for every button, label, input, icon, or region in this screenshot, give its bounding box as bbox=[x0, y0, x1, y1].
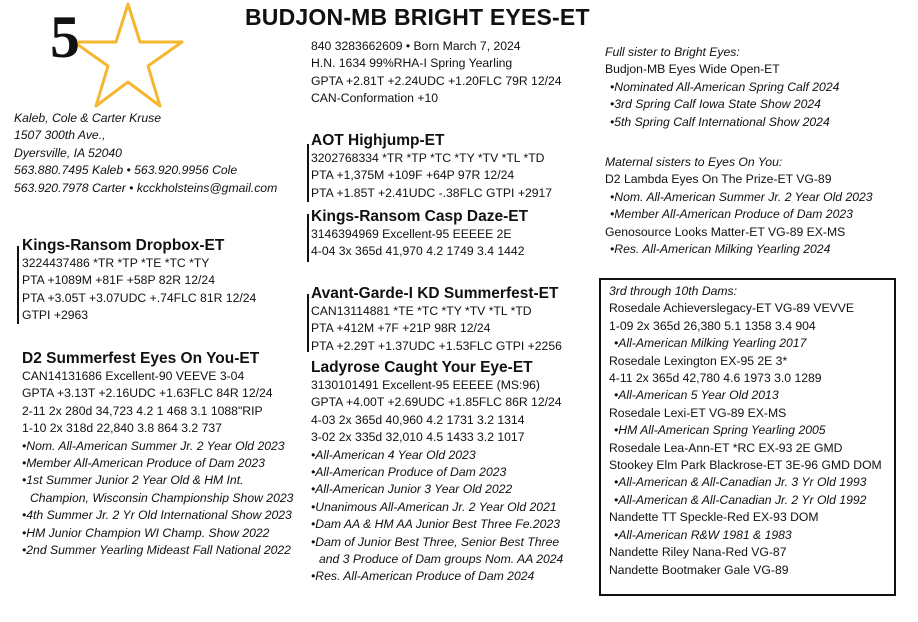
sire-of-dam-block bbox=[22, 236, 256, 325]
ggdam-block bbox=[311, 358, 563, 586]
dam-line: 4-04 3x 365d 41,970 4.2 1749 3.4 1442 bbox=[311, 244, 525, 259]
honor-line: •All-American Junior 3 Year Old 2022 bbox=[311, 482, 513, 497]
honor-line: Champion, Wisconsin Championship Show 2023 bbox=[30, 490, 294, 505]
granddam-line: 1-10 2x 318d 22,840 3.8 864 3.2 737 bbox=[22, 421, 222, 436]
mgs-line: CAN13114881 *TE *TC *TY *TV *TL *TD bbox=[311, 304, 532, 318]
contact-line: 1507 300th Ave., bbox=[14, 128, 106, 143]
record-line: Nandette TT Speckle-Red EX-93 DOM bbox=[609, 510, 819, 525]
honor-line: and 3 Produce of Dam groups Nom. AA 2024 bbox=[319, 552, 564, 567]
dam-block bbox=[311, 207, 528, 261]
record-line: Rosedale Achieverslegacy-ET VG-89 VEVVE bbox=[609, 301, 854, 316]
pedigree-bracket bbox=[307, 214, 309, 262]
mgs-line: PTA +2.29T +1.37UDC +1.53FLC GTPI +2256 bbox=[311, 338, 562, 353]
granddam-line: CAN14131686 Excellent-90 VEEVE 3-04 bbox=[22, 369, 245, 383]
info-line: 840 3283662609 • Born March 7, 2024 bbox=[311, 39, 521, 53]
contact-line: Kaleb, Cole & Carter Kruse bbox=[14, 111, 161, 125]
honor-line: •All-American Produce of Dam 2023 bbox=[311, 465, 507, 480]
info-line: CAN-Conformation +10 bbox=[311, 91, 439, 106]
sire-of-dam-line: 3224437486 *TR *TP *TE *TC *TY bbox=[22, 256, 210, 270]
contact-line: 563.880.7495 Kaleb • 563.920.9956 Cole bbox=[14, 163, 238, 178]
main-animal-info bbox=[311, 38, 562, 108]
granddam-block bbox=[22, 349, 293, 559]
honor-line: •Res. All-American Produce of Dam 2024 bbox=[311, 569, 535, 584]
contact-line: 563.920.7978 Carter • kcckholsteins@gmail.com bbox=[14, 180, 278, 195]
mgs-block bbox=[311, 284, 562, 355]
contact-block bbox=[14, 110, 277, 197]
ggdam-line: 4-03 2x 365d 40,960 4.2 1731 3.2 1314 bbox=[311, 412, 525, 427]
granddam-line: GPTA +3.13T +2.16UDC +1.63FLC 84R 12/24 bbox=[22, 386, 273, 401]
contact-line: Dyersville, IA 52040 bbox=[14, 145, 122, 160]
record-line: 1-09 2x 365d 26,380 5.1 1358 3.4 904 bbox=[609, 318, 816, 333]
sire-block bbox=[311, 131, 552, 202]
sire-line: PTA +1.85T +2.41UDC -.38FLC GTPI +2917 bbox=[311, 185, 553, 200]
section-heading: Full sister to Bright Eyes: bbox=[605, 45, 740, 59]
sister-name: Budjon-MB Eyes Wide Open-ET bbox=[605, 62, 780, 77]
dam-name: Kings-Ransom Casp Daze-ET bbox=[311, 208, 529, 225]
honor-line: •Dam of Junior Best Three, Senior Best Three bbox=[311, 534, 560, 549]
granddam-name: D2 Summerfest Eyes On You-ET bbox=[22, 350, 260, 367]
ggdam-name: Ladyrose Caught Your Eye-ET bbox=[311, 359, 533, 376]
maternal-sisters-block bbox=[605, 154, 873, 258]
honor-line: •All-American 5 Year Old 2013 bbox=[614, 388, 779, 403]
record-line: Rosedale Lea-Ann-ET *RC EX-93 2E GMD bbox=[609, 440, 843, 455]
honor-line: •Nom. All-American Summer Jr. 2 Year Old 2023 bbox=[610, 189, 873, 204]
dams-box-content bbox=[609, 283, 882, 579]
honor-line: •2nd Summer Yearling Mideast Fall National 2022 bbox=[22, 543, 291, 558]
honor-line: •Unanimous All-American Jr. 2 Year Old 2021 bbox=[311, 499, 557, 514]
honor-line: •Res. All-American Milking Yearling 2024 bbox=[610, 242, 831, 257]
record-line: Stookey Elm Park Blackrose-ET 3E-96 GMD DOM bbox=[609, 458, 882, 473]
pedigree-bracket bbox=[307, 294, 309, 352]
ggdam-line: 3-02 2x 335d 32,010 4.5 1433 3.2 1017 bbox=[311, 430, 525, 445]
section-heading: 3rd through 10th Dams: bbox=[609, 284, 738, 298]
honor-line: •3rd Spring Calf Iowa State Show 2024 bbox=[610, 97, 821, 112]
honor-line: •1st Summer Junior 2 Year Old & HM Int. bbox=[22, 473, 244, 488]
info-line: H.N. 1634 99%RHA-I Spring Yearling bbox=[311, 56, 513, 71]
sire-of-dam-line: PTA +3.05T +3.07UDC +.74FLC 81R 12/24 bbox=[22, 290, 257, 305]
honor-line: •Nom. All-American Summer Jr. 2 Year Old 2023 bbox=[22, 438, 285, 453]
sire-line: 3202768334 *TR *TP *TC *TY *TV *TL *TD bbox=[311, 151, 545, 165]
granddam-line: 2-11 2x 280d 34,723 4.2 1 468 3.1 1088"RIP bbox=[22, 403, 263, 418]
honor-line: •Member All-American Produce of Dam 2023 bbox=[22, 456, 265, 471]
honor-line: •Nominated All-American Spring Calf 2024 bbox=[610, 79, 840, 94]
honor-line: •Member All-American Produce of Dam 2023 bbox=[610, 207, 853, 222]
record-line: Rosedale Lexi-ET VG-89 EX-MS bbox=[609, 405, 787, 420]
honor-line: •All-American & All-Canadian Jr. 3 Yr Old 1993 bbox=[614, 475, 867, 490]
record-line: Rosedale Lexington EX-95 2E 3* bbox=[609, 353, 788, 368]
section-heading: Maternal sisters to Eyes On You: bbox=[605, 155, 783, 169]
sire-of-dam-line: GTPI +2963 bbox=[22, 308, 89, 323]
honor-line: •5th Spring Calf International Show 2024 bbox=[610, 114, 830, 129]
sire-of-dam-name: Kings-Ransom Dropbox-ET bbox=[22, 237, 225, 254]
mgs-line: PTA +412M +7F +21P 98R 12/24 bbox=[311, 321, 491, 336]
honor-line: •HM All-American Spring Yearling 2005 bbox=[614, 423, 826, 438]
sire-name: AOT Highjump-ET bbox=[311, 132, 445, 149]
full-sister-block bbox=[605, 44, 839, 131]
honor-line: •All-American & All-Canadian Jr. 2 Yr Old 1992 bbox=[614, 492, 867, 507]
star-icon bbox=[78, 2, 188, 112]
record-line: D2 Lambda Eyes On The Prize-ET VG-89 bbox=[605, 172, 832, 187]
mgs-name: Avant-Garde-I KD Summerfest-ET bbox=[311, 285, 559, 302]
honor-line: •Dam AA & HM AA Junior Best Three Fe.2023 bbox=[311, 517, 561, 532]
ggdam-line: 3130101491 Excellent-95 EEEEE (MS:96) bbox=[311, 378, 540, 392]
info-line: GPTA +2.81T +2.24UDC +1.20FLC 79R 12/24 bbox=[311, 73, 562, 88]
honor-line: •All-American 4 Year Old 2023 bbox=[311, 447, 476, 462]
honor-line: •HM Junior Champion WI Champ. Show 2022 bbox=[22, 525, 270, 540]
sire-line: PTA +1,375M +109F +64P 97R 12/24 bbox=[311, 168, 515, 183]
sire-of-dam-line: PTA +1089M +81F +58P 82R 12/24 bbox=[22, 273, 215, 288]
page-title: BUDJON-MB BRIGHT EYES-ET bbox=[245, 4, 590, 30]
lot-number: 5 bbox=[50, 4, 80, 70]
record-line: Nandette Riley Nana-Red VG-87 bbox=[609, 545, 787, 560]
pedigree-bracket bbox=[17, 246, 19, 324]
pedigree-bracket bbox=[307, 144, 309, 202]
record-line: 4-11 2x 365d 42,780 4.6 1973 3.0 1289 bbox=[609, 371, 822, 386]
dam-line: 3146394969 Excellent-95 EEEEE 2E bbox=[311, 227, 512, 241]
honor-line: •4th Summer Jr. 2 Yr Old International Show 2023 bbox=[22, 508, 292, 523]
honor-line: •All-American Milking Yearling 2017 bbox=[614, 336, 807, 351]
record-line: Genosource Looks Matter-ET VG-89 EX-MS bbox=[605, 224, 846, 239]
record-line: Nandette Bootmaker Gale VG-89 bbox=[609, 562, 789, 577]
honor-line: •All-American R&W 1981 & 1983 bbox=[614, 527, 792, 542]
ggdam-line: GPTA +4.00T +2.69UDC +1.85FLC 86R 12/24 bbox=[311, 395, 562, 410]
